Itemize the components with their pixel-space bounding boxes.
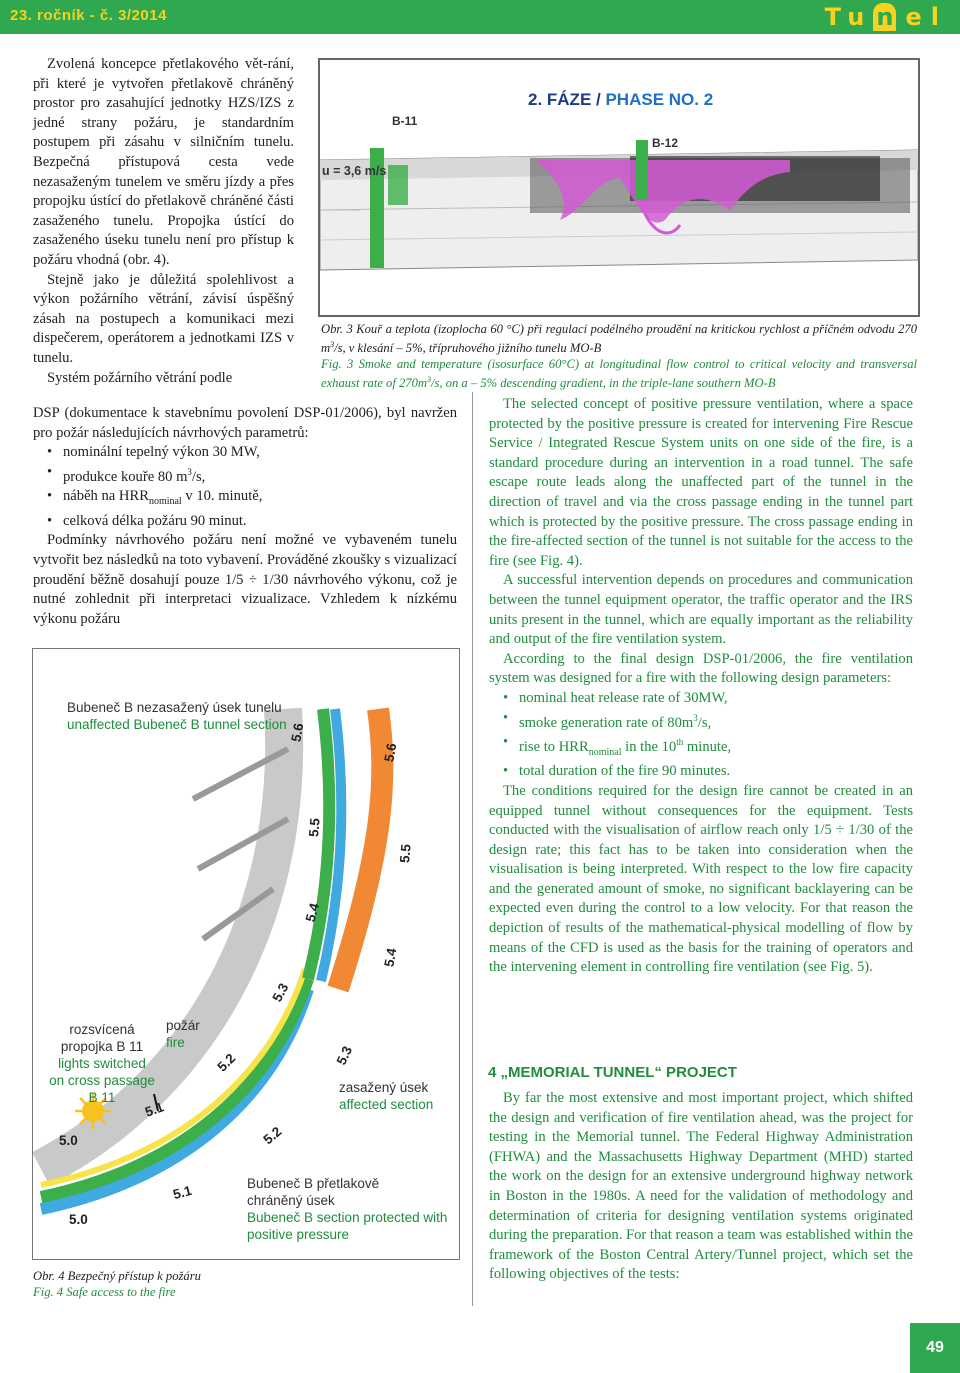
label-lights-switched: rozsvícená propojka B 11 lights switched on cross passage B 11 — [49, 1022, 155, 1105]
list-item: • produkce kouře 80 $m^3/s$, — [33, 463, 457, 487]
czech-text-wide — [33, 404, 457, 629]
column-divider — [472, 392, 473, 1306]
km-label: 5.6 — [381, 741, 400, 764]
paragraph: Zvolená koncepce přetlakového vět-rání, při které je vytvořen přetlakově chráněný prostor pro zasahující jednotky HZS/IZS z jedné strany požáru, je standardním postupem při zásahu v silničním tunelu. Bezpečná přístupová cesta vede nezasaženým tunelem ve směru jízdy a přes propojku ústící do přetlakově chráněné části zasaženého tunelu. Propojka ústící do zasaženého úseku tunelu není pro přístup k požáru vhodná (obr. 4). — [33, 56, 294, 268]
english-text-bottom — [489, 1089, 913, 1285]
km-label: 5.2 — [214, 1050, 239, 1075]
km-label: 5.3 — [269, 980, 292, 1005]
paragraph: Stejně jako je důležitá spolehlivost a výkon požárního větrání, závisí úspěšný zásah na postupech a komunikaci mezi dispečerem, operátorem a jednotkami IZS v tunelu. — [33, 271, 294, 366]
km-label: 5.5 — [397, 843, 414, 864]
paragraph: The conditions required for the design fire cannot be created in an equipped tunnel without consequences for the equipment. Tests conducted with the visualisation of airflow reach only 1/5 ÷ 1/30 of the design rate; this fact has to be taken into consideration when the visualisation is being interpreted. With respect to the low fire capacity and the generated amount of smoke, no significant backlayering can be expected even during the control to a low velocity. For that reason the depiction of results of the mathematical-physical modelling of flow by means of the CFD is used as the basis for the training of operators and the intervening element in controlling fire ventilation (see Fig. 5). — [489, 782, 913, 976]
paragraph: A successful intervention depends on procedures and communication between the tunnel equipment operator, the traffic operator and the IRS units present in the tunnel, which are equally important as the reliability and output of the fire ventilation system. — [489, 572, 913, 648]
label-fire: požár fire — [166, 1018, 200, 1050]
caption-en: Fig. 3 Smoke and temperature (isosurface 60°C) at longitudinal flow control to critical velocity and transversal exhaust rate of $270m^3/s$, on a – 5% descending gradient, in the triple-lane southern MO-B — [321, 357, 917, 391]
km-label: 5.4 — [302, 901, 323, 924]
cross-passage-b11-label: B-11 — [392, 114, 418, 128]
figure-4-caption — [33, 1268, 201, 1300]
label-affected-section: zasažený úsek affected section — [339, 1080, 434, 1112]
design-parameters-list-en — [489, 689, 913, 782]
page-number: 49 — [910, 1323, 960, 1373]
paragraph: Podmínky návrhového požáru není možné ve vybaveném tunelu vytvořit bez následků na toto vybavení. Prováděné zkoušky s vizualizací proudění běžně dosahují pouze 1/5 ÷ 1/30 návrhového výkonu, což je nutné zohlednit při interpretaci vizualizace. Vzhledem k nízkému výkonu požáru — [33, 532, 457, 627]
km-label: 5.0 — [69, 1212, 88, 1227]
list-item: • smoke generation rate of $80m^3/s$, — [489, 709, 913, 733]
paragraph: The selected concept of positive pressure ventilation, where a space protected by the positive pressure is created for intervening Fire Rescue Service / Integrated Rescue System units on one side of the fire, is a standard procedure during an intervention in a road tunnel. The safe escape route leads along the unaffected part of the tunnel in the direction of travel and via the cross passage ending in the tunnel part which is protected by the positive pressure. The cross passage ending in the fire-affected section of the tunnel is not suitable for the access to the fire (see Fig. 4). — [489, 396, 913, 569]
figure-3-cfd-visualisation — [318, 58, 920, 317]
phase-label: 2. FÁZE / PHASE NO. 2 — [528, 90, 714, 109]
km-label: 5.1 — [171, 1182, 194, 1203]
figure-4-safe-access — [32, 648, 460, 1260]
tunel-logo: Tu n el — [824, 3, 948, 31]
km-label: 5.6 — [288, 721, 307, 744]
design-parameters-list-cz — [33, 443, 457, 531]
issue-label: 23. ročník - č. 3/2014 — [10, 7, 167, 24]
velocity-label: u = 3,6 m/s — [322, 164, 387, 178]
km-label: 5.5 — [306, 817, 323, 838]
label-unaffected-section: Bubeneč B nezasažený úsek tunelu unaffected Bubeneč B tunnel section — [67, 700, 287, 732]
paragraph: According to the final design DSP-01/2006, the fire ventilation system was designed for a fire with the following design parameters: — [489, 650, 913, 687]
label-protected-section: Bubeneč B přetlakově chráněný úsek Bubeneč B section protected with positive pressure — [247, 1176, 448, 1242]
km-label: 5.3 — [333, 1043, 356, 1068]
cross-passage-b12-label: B-12 — [652, 136, 679, 150]
caption-cz: Obr. 3 Kouř a teplota (izoplocha 60 °C) při regulaci podélného proudění na kritickou rychlost a příčném odvodu 270 $m^3/s$, v klesání – 5%, třípruhového jižního tunelu MO-B — [321, 322, 917, 356]
section-heading: 4 „MEMORIAL TUNNEL“ PROJECT — [488, 1064, 737, 1081]
paragraph: DSP (dokumentace k stavebnímu povolení DSP-01/2006), byl navržen pro požár následujících návrhových parametrů: — [33, 405, 457, 441]
caption-en: Fig. 4 Safe access to the fire — [33, 1285, 176, 1299]
km-label: 5.4 — [381, 946, 400, 969]
page-header — [0, 0, 960, 34]
paragraph: By far the most extensive and most important project, which shifted the design and verification of fire ventilation ahead, was the project for testing in the Memorial tunnel. The Federal Highway Administration (FHWA) and the Massachusetts Highway Department (MHD) started the work on the design for an extensive underground highway network in Boston in the 1980s. A need for the validation of methodology and determination of criteria for designing ventilation systems originated during the preparation. For that reason a team was established within the framework of the Boston Central Artery/Tunnel project, which set the following objectives of the tests: — [489, 1090, 913, 1283]
list-item: • total duration of the fire 90 minutes. — [489, 762, 913, 782]
km-label: 5.2 — [260, 1123, 285, 1148]
km-label: 5.0 — [59, 1133, 78, 1148]
list-item: • celková délka požáru 90 minut. — [33, 512, 457, 532]
paragraph: Systém požárního větrání podle — [47, 369, 233, 386]
list-item: • náběh na $HRR_{nominal}$ v 10. minutě, — [33, 487, 457, 512]
caption-cz: Obr. 4 Bezpečný přístup k požáru — [33, 1269, 201, 1283]
figure-3-caption — [321, 321, 917, 391]
list-item: • nominální tepelný výkon 30 MW, — [33, 443, 457, 463]
km-label: 5.1 — [143, 1099, 166, 1120]
list-item: • nominal heat release rate of 30MW, — [489, 689, 913, 709]
list-item: • rise to $HRR_{nominal}$ in the 10th minute, — [489, 733, 913, 762]
czech-text-top — [33, 55, 294, 388]
english-text-top — [489, 395, 913, 978]
